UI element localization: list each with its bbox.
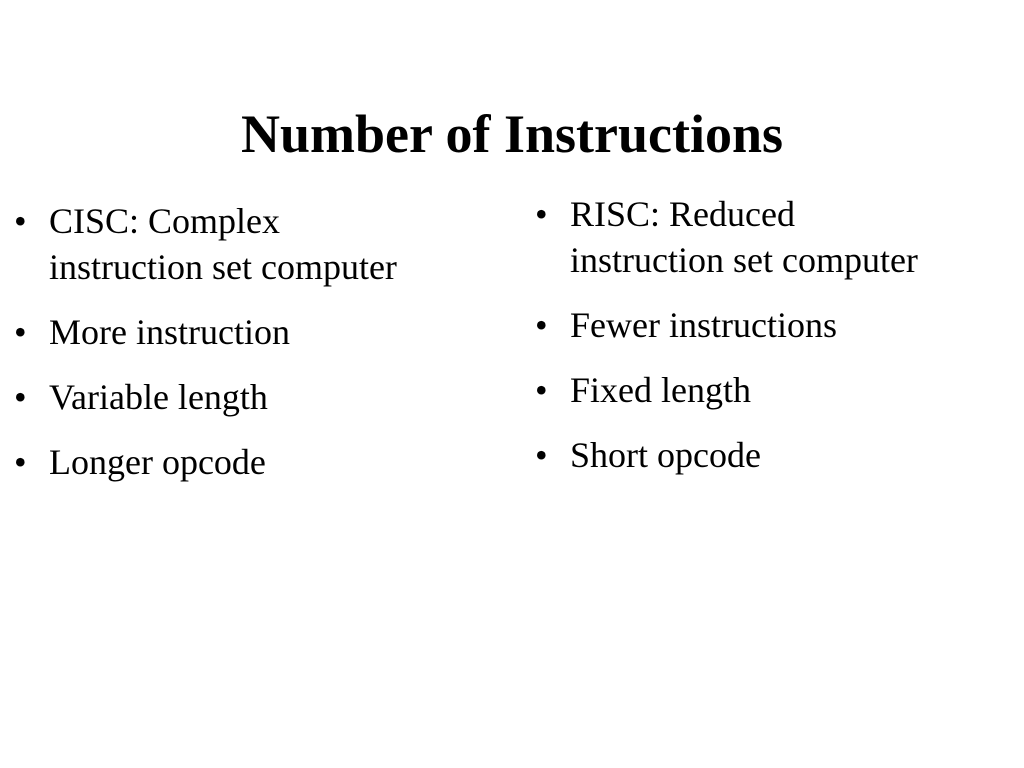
list-item <box>12 193 512 295</box>
list-item <box>12 304 512 360</box>
list-item-text: • RISC: Reduced <box>570 194 795 234</box>
list-item-text-continued: instruction set computer <box>570 240 918 280</box>
list-item-text: • More instruction <box>49 312 290 352</box>
list-item-text: • Fewer instructions <box>570 305 837 345</box>
list-item-text: • CISC: Complex <box>49 201 281 241</box>
list-item <box>12 369 512 425</box>
list-item <box>533 297 1021 353</box>
slide-title: Number of Instructions <box>240 104 784 164</box>
list-item <box>533 362 1021 418</box>
list-item-text: • Variable length <box>49 377 268 417</box>
list-item <box>533 427 1021 483</box>
risc-bullet-list <box>533 186 1021 492</box>
cisc-bullet-list <box>12 193 512 499</box>
list-item-text-continued: instruction set computer <box>49 247 397 287</box>
list-item-text: • Short opcode <box>570 435 761 475</box>
list-item-text: • Longer opcode <box>49 442 266 482</box>
list-item <box>12 434 512 490</box>
list-item-text: • Fixed length <box>570 370 751 410</box>
list-item <box>533 186 1021 288</box>
